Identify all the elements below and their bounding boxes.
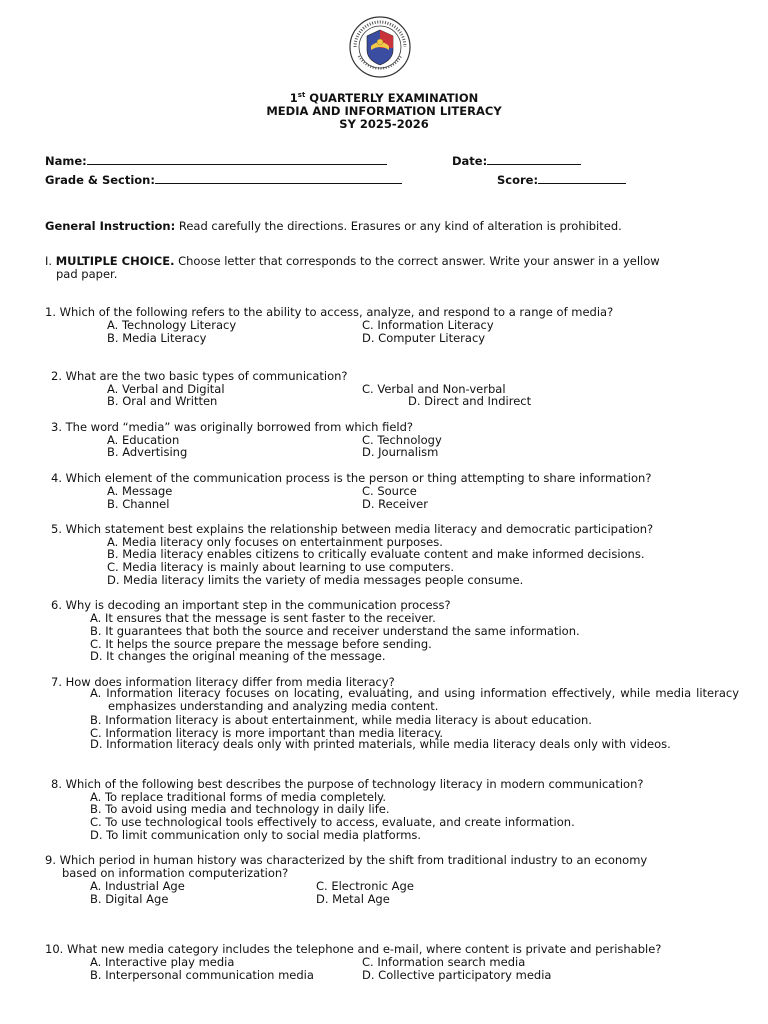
q5-option-c: C. Media literacy is mainly about learning to use computers. [107,560,455,574]
q9-option-c: C. Electronic Age [316,879,414,893]
q7-option-d: D. Information literacy deals only with printed materials, while media literacy deals only with videos. [90,737,671,751]
q1-option-c: C. Information Literacy [362,318,494,332]
question-9: 9. Which period in human history was characterized by the shift from traditional industry to an economy [45,853,648,867]
question-5: 5. Which statement best explains the relationship between media literacy and democratic participation? [51,522,654,536]
q9-option-b: B. Digital Age [90,892,169,906]
q3-option-c: C. Technology [362,433,442,447]
q5-option-b: B. Media literacy enables citizens to critically evaluate content and make informed decisions. [107,547,645,561]
q9-option-d: D. Metal Age [316,892,390,906]
question-1: 1. Which of the following refers to the ability to access, analyze, and respond to a range of media? [45,305,614,319]
q2-option-a: A. Verbal and Digital [107,382,225,396]
q2-option-c: C. Verbal and Non-verbal [362,382,506,396]
question-8: 8. Which of the following best describes the purpose of technology literacy in modern communication? [51,777,644,791]
q1-option-b: B. Media Literacy [107,331,207,345]
score-blank[interactable] [538,173,626,184]
score-field[interactable]: Score: [497,173,626,187]
q10-option-b: B. Interpersonal communication media [90,968,314,982]
q8-option-d: D. To limit communication only to social media platforms. [90,828,422,842]
question-3: 3. The word “media” was originally borrowed from which field? [51,420,414,434]
q10-option-c: C. Information search media [362,955,526,969]
name-field[interactable]: Name: [45,154,387,168]
q2-option-d: D. Direct and Indirect [408,394,532,408]
question-2: 2. What are the two basic types of communication? [51,369,348,383]
q3-option-b: B. Advertising [107,445,188,459]
question-7: 7. How does information literacy differ from media literacy? [51,675,395,689]
q7-option-a: A. Information literacy focuses on locating, evaluating, and using information effectively, while media literacy emphasizes understanding and analyzing media content. [90,686,739,713]
q4-option-d: D. Receiver [362,497,428,511]
q7-option-c: C. Information literacy is more important than media literacy. [90,726,444,740]
exam-subject: MEDIA AND INFORMATION LITERACY [266,104,502,118]
q8-option-c: C. To use technological tools effectively to access, evaluate, and create information. [90,815,575,829]
q2-option-b: B. Oral and Written [107,394,218,408]
school-year: SY 2025-2026 [339,117,429,131]
q3-option-a: A. Education [107,433,180,447]
date-blank[interactable] [487,154,581,165]
section-instruction-line2: pad paper. [56,267,118,281]
q4-option-b: B. Channel [107,497,170,511]
deped-seal-logo [349,16,411,78]
question-4: 4. Which element of the communication process is the person or thing attempting to share information? [51,471,652,485]
q1-option-d: D. Computer Literacy [362,331,486,345]
question-9-line2: based on information computerization? [62,866,289,880]
grade-section-blank[interactable] [155,173,402,184]
q8-option-a: A. To replace traditional forms of media completely. [90,790,386,804]
q5-option-a: A. Media literacy only focuses on entertainment purposes. [107,535,443,549]
grade-section-field[interactable]: Grade & Section: [45,173,402,187]
q6-option-c: C. It helps the source prepare the message before sending. [90,637,432,651]
q6-option-a: A. It ensures that the message is sent faster to the receiver. [90,611,436,625]
q5-option-d: D. Media literacy limits the variety of media messages people consume. [107,573,524,587]
q8-option-b: B. To avoid using media and technology in daily life. [90,802,390,816]
q1-option-a: A. Technology Literacy [107,318,237,332]
exam-title: 1st QUARTERLY EXAMINATION [289,91,479,105]
section-multiple-choice: I. MULTIPLE CHOICE. Choose letter that corresponds to the correct answer. Write your answer in a yellow [45,254,660,268]
date-field[interactable]: Date: [452,154,581,168]
q6-option-d: D. It changes the original meaning of the message. [90,649,386,663]
general-instruction: General Instruction: Read carefully the directions. Erasures or any kind of alteration is prohibited. [45,219,622,233]
name-blank[interactable] [87,154,387,165]
q7-option-b: B. Information literacy is about entertainment, while media literacy is about education. [90,713,592,727]
q9-option-a: A. Industrial Age [90,879,185,893]
q3-option-d: D. Journalism [362,445,439,459]
question-6: 6. Why is decoding an important step in the communication process? [51,598,451,612]
question-10: 10. What new media category includes the telephone and e-mail, where content is private and perishable? [45,942,662,956]
q10-option-d: D. Collective participatory media [362,968,552,982]
q4-option-c: C. Source [362,484,417,498]
q4-option-a: A. Message [107,484,173,498]
q10-option-a: A. Interactive play media [90,955,235,969]
q6-option-b: B. It guarantees that both the source and receiver understand the same information. [90,624,580,638]
